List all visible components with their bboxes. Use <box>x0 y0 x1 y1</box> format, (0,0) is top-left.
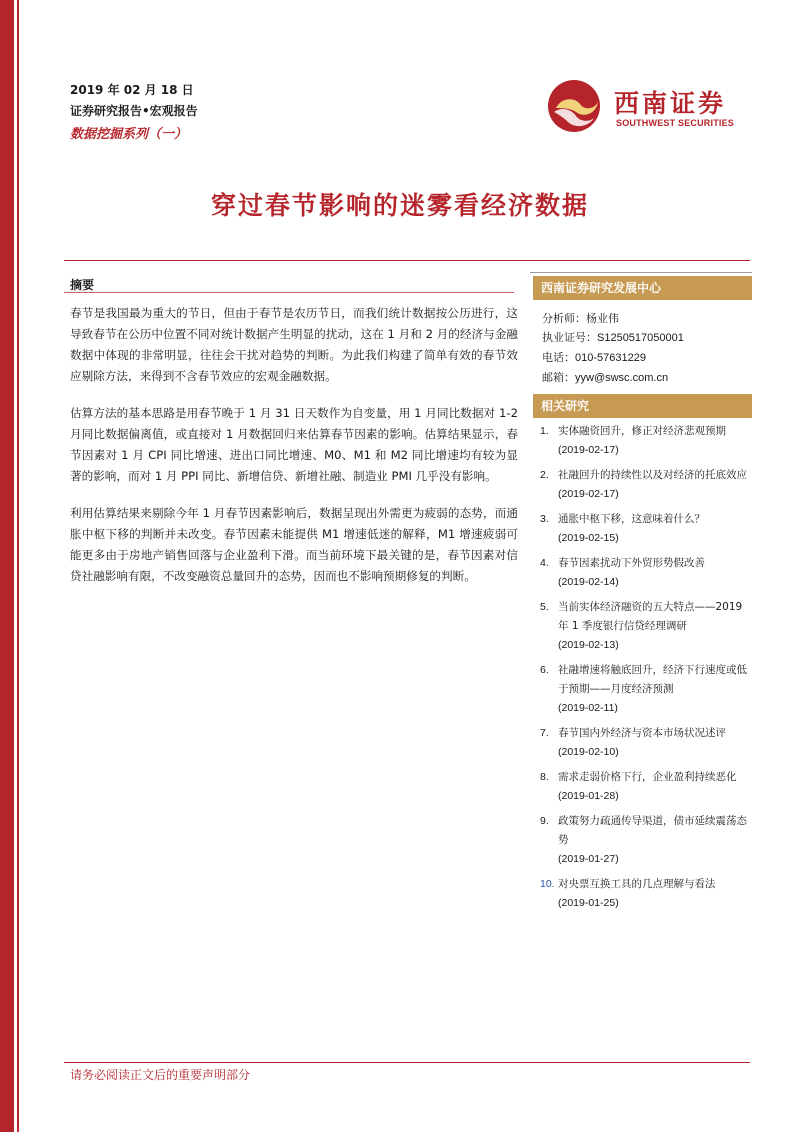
summary-paragraph-2: 估算方法的基本思路是用春节晚于 1 月 31 日天数作为自变量，用 1 月同比数据对 1-2 月同比数据偏离值，或直接对 1 月数据回归来估算春节因素的影响。估算结果显示，春节因素对 1 月 CPI 同比增速、进出口同比增速、M0、M1 和 M2 同比增速均有较为显著的影响，而对 1 月 PPI 同比、新增信贷、新增社融、制造业 PMI 几乎没有影响。 <box>70 406 518 483</box>
related-item[interactable]: 6. 社融增速将触底回升，经济下行速度或低于预期——月度经济预测 (2019-02-11) <box>540 664 747 714</box>
logo-name-en: SOUTHWEST SECURITIES <box>616 118 735 128</box>
related-item[interactable]: 10. 对央票互换工具的几点理解与看法 (2019-01-25) <box>540 878 716 909</box>
report-date: 2019 年 02 月 18 日 <box>70 83 194 97</box>
left-accent-bar <box>0 0 14 1132</box>
report-type: 证券研究报告•宏观报告 <box>70 104 198 118</box>
analyst-phone: 010-57631229 <box>575 352 646 364</box>
related-item[interactable]: 3. 通胀中枢下移，这意味着什么？ (2019-02-15) <box>540 513 705 544</box>
summary-paragraph-3: 利用估算结果来剔除今年 1 月春节因素影响后，数据呈现出外需更为疲弱的态势，而通胀中枢下移的判断并未改变。春节因素未能提供 M1 增速低迷的解释，M1 增速疲弱可能更多由于房地产销售回落与企业盈利下滑。而当前环境下最关键的是，春节因素对信贷社融影响有限，不改变融资总量回升的态势，因而也不影响预期修复的判断。 <box>70 506 518 583</box>
research-center-heading: 西南证券研究发展中心 <box>533 276 752 300</box>
report-series: 数据挖掘系列（一） <box>70 127 188 142</box>
sidebar-divider <box>530 272 752 273</box>
analyst-info <box>542 309 684 388</box>
analyst-email-row: 邮箱：yyw@swsc.com.cn <box>542 371 669 384</box>
analyst-name-row: 分析师：杨业伟 <box>542 312 619 325</box>
related-research-list <box>540 422 752 919</box>
page-title: 穿过春节影响的迷雾看经济数据 <box>210 191 589 220</box>
analyst-cert-row: 执业证号：S1250517050001 <box>542 331 684 344</box>
related-item[interactable]: 5. 当前实体经济融资的五大特点——2019年 1 季度银行信贷经理调研 (2019-02-13) <box>540 601 743 651</box>
analyst-cert: S1250517050001 <box>597 332 684 344</box>
left-accent-line <box>17 0 19 1132</box>
summary-divider <box>64 292 514 293</box>
logo-name-cn: 西南证券 <box>614 89 727 118</box>
title-divider <box>64 260 750 261</box>
disclaimer-notice: 请务必阅读正文后的重要声明部分 <box>70 1068 251 1082</box>
analyst-phone-row: 电话：010-57631229 <box>542 351 646 364</box>
analyst-email[interactable]: yyw@swsc.com.cn <box>575 372 669 384</box>
footer-divider <box>64 1062 750 1063</box>
related-item[interactable]: 2. 社融回升的持续性以及对经济的托底效应 (2019-02-17) <box>540 469 747 500</box>
summary-paragraph-1: 春节是我国最为重大的节日，但由于春节是农历节日，而我们统计数据按公历进行，这导致春节在公历中位置不同对统计数据产生明显的扰动，这在 1 月和 2 月的经济与金融数据中体现的非常明显，往往会干扰对趋势的判断。为此我们构建了简单有效的春节效应剔除方法，来得到不含春节效应的宏观金融数据。 <box>70 306 518 383</box>
related-item[interactable]: 9. 政策努力疏通传导渠道，债市延续震荡态势 (2019-01-27) <box>540 815 747 865</box>
related-research-heading: 相关研究 <box>533 394 752 418</box>
related-item[interactable]: 7. 春节国内外经济与资本市场状况述评 (2019-02-10) <box>540 727 726 758</box>
analyst-name: 杨业伟 <box>586 312 619 325</box>
summary-heading: 摘要 <box>70 278 95 292</box>
related-item[interactable]: 8. 需求走弱价格下行，企业盈利持续恶化 (2019-01-28) <box>540 771 737 802</box>
logo-mark-icon <box>546 78 602 134</box>
related-item[interactable]: 4. 春节因素扰动下外贸形势假改善 (2019-02-14) <box>540 557 705 588</box>
company-logo <box>546 78 746 138</box>
related-item[interactable]: 1. 实体融资回升，修正对经济悲观预期 (2019-02-17) <box>540 425 726 456</box>
